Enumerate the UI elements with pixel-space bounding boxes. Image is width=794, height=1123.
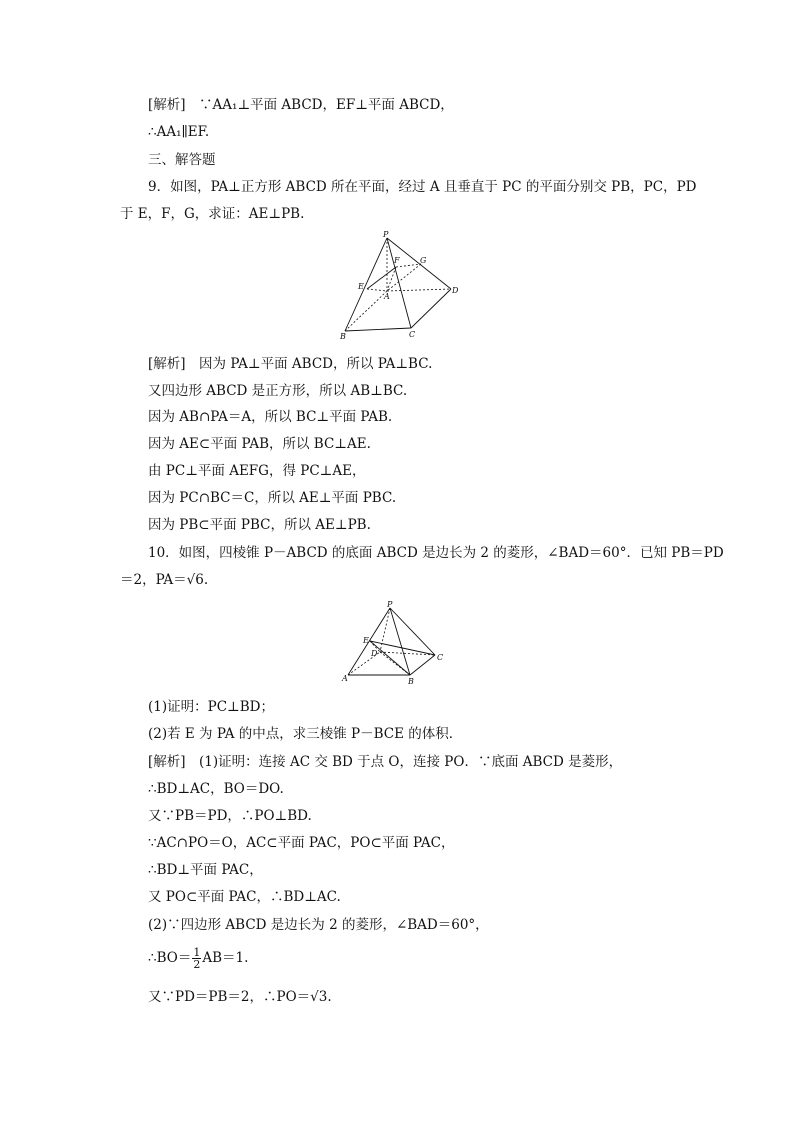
proof-line: ∴BD⊥平面 PAC，	[148, 862, 263, 878]
proof-line: 因为 PC∩BC＝C，所以 AE⊥平面 PBC.	[148, 490, 397, 506]
bo-equation-line	[148, 947, 248, 970]
proof-line: 由 PC⊥平面 AEFG，得 PC⊥AE，	[148, 463, 366, 479]
proof-line: 因为 AB∩PA＝A，所以 BC⊥平面 PAB.	[148, 409, 393, 425]
proof-line: 又 PO⊂平面 PAC，∴BD⊥AC.	[148, 889, 341, 905]
fig1-label-B: B	[340, 332, 346, 341]
proof-line: ∵AC∩PO＝O，AC⊂平面 PAC，PO⊂平面 PAC，	[148, 835, 455, 851]
fig1-label-G: G	[420, 256, 427, 265]
conclusion-line: ∴AA₁∥EF.	[148, 124, 210, 140]
figure-pyramid-1	[336, 231, 466, 343]
fig1-label-D: D	[452, 286, 459, 295]
problem-10-text-cont: ＝2，PA＝√6.	[120, 572, 209, 588]
fig1-label-F: F	[394, 256, 400, 265]
fraction-half	[192, 947, 201, 970]
fig2-label-A: A	[342, 674, 348, 683]
bo-prefix: ∴BO＝	[148, 950, 192, 966]
analysis-line: [解析] (1)证明：连接 AC 交 BD 于点 O，连接 PO．∵底面 ABCD 是菱形，	[148, 754, 623, 770]
question-part-1: (1)证明：PC⊥BD；	[148, 699, 274, 715]
figure-pyramid-2	[340, 600, 460, 690]
proof-line: 又∵PD＝PB＝2，∴PO＝√3.	[148, 989, 332, 1005]
fraction-denominator: 2	[193, 958, 201, 971]
fig1-label-E: E	[358, 282, 364, 291]
fraction-numerator: 1	[193, 946, 201, 959]
fig2-label-C: C	[437, 653, 444, 662]
proof-line: ∴BD⊥AC，BO＝DO.	[148, 781, 284, 797]
fig1-label-C: C	[409, 330, 416, 339]
fig2-label-D: D	[371, 649, 378, 658]
proof-line: 又∵PB＝PD，∴PO⊥BD.	[148, 808, 312, 824]
fig1-label-A: A	[384, 292, 390, 301]
proof-line: 又四边形 ABCD 是正方形，所以 AB⊥BC.	[148, 383, 408, 399]
proof-line: (2)∵四边形 ABCD 是边长为 2 的菱形，∠BAD＝60°，	[148, 917, 489, 933]
problem-10-text: 10．如图，四棱锥 P－ABCD 的底面 ABCD 是边长为 2 的菱形，∠BAD＝60°．已知 PB＝PD	[148, 545, 724, 561]
fig2-label-P: P	[387, 600, 393, 609]
fig2-label-B: B	[408, 677, 414, 686]
analysis-line: [解析] ∵AA₁⊥平面 ABCD，EF⊥平面 ABCD，	[148, 97, 454, 113]
analysis-line: [解析] 因为 PA⊥平面 ABCD，所以 PA⊥BC.	[148, 356, 433, 372]
problem-9-text-cont: 于 E，F，G，求证：AE⊥PB.	[120, 206, 305, 222]
proof-line: 因为 AE⊂平面 PAB，所以 BC⊥AE.	[148, 436, 371, 452]
problem-9-text: 9．如图，PA⊥正方形 ABCD 所在平面，经过 A 且垂直于 PC 的平面分别交 PB，PC，PD	[148, 179, 697, 195]
question-part-2: (2)若 E 为 PA 的中点，求三棱锥 P－BCE 的体积．	[148, 726, 463, 742]
section-heading: 三、解答题	[148, 152, 216, 168]
fig2-label-E: E	[363, 636, 369, 645]
fig1-label-P: P	[383, 230, 389, 239]
bo-suffix: AB＝1.	[202, 950, 249, 966]
proof-line: 因为 PB⊂平面 PBC，所以 AE⊥PB.	[148, 517, 371, 533]
